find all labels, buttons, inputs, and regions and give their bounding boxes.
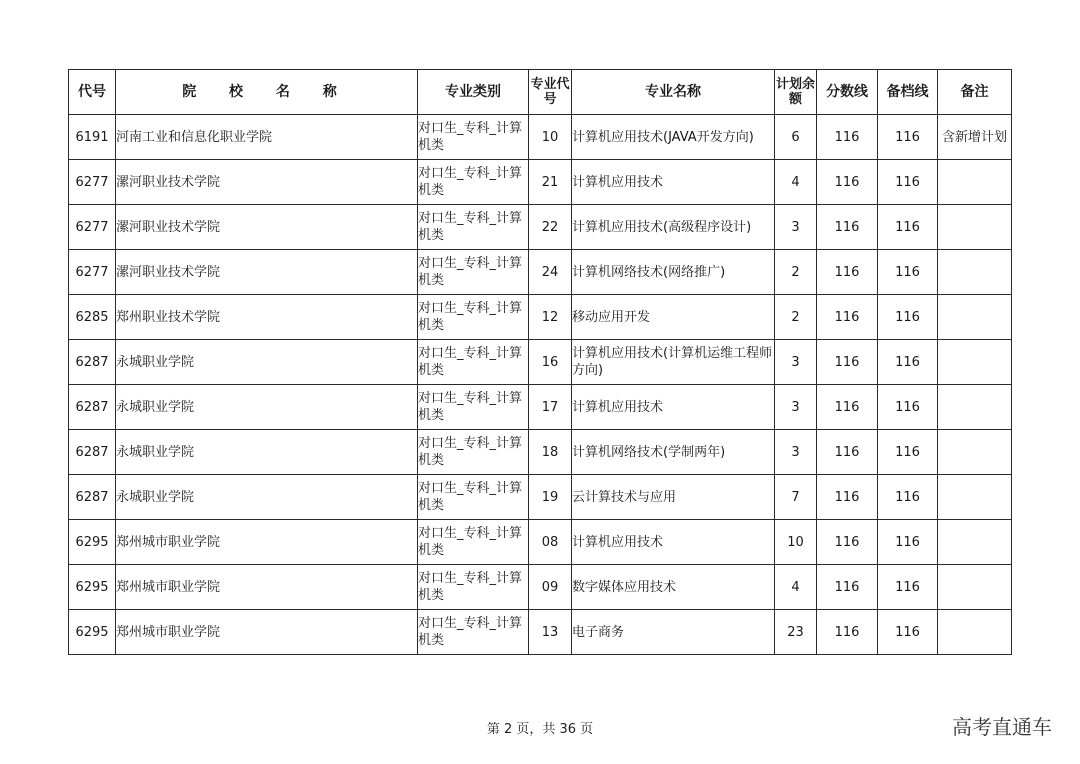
cell-remaining: 2 [775, 250, 817, 295]
cell-major-code: 16 [529, 340, 572, 385]
cell-major-code: 22 [529, 205, 572, 250]
cell-note [938, 565, 1012, 610]
header-major-code: 专业代号 [529, 70, 572, 115]
cell-score: 116 [817, 250, 878, 295]
cell-remaining: 23 [775, 610, 817, 655]
header-major-name: 专业名称 [572, 70, 775, 115]
cell-remaining: 3 [775, 430, 817, 475]
cell-code: 6277 [69, 250, 116, 295]
cell-backup: 116 [878, 385, 938, 430]
cell-school: 郑州城市职业学院 [116, 610, 418, 655]
cell-note: 含新增计划 [938, 115, 1012, 160]
table-row [69, 295, 1012, 340]
cell-note [938, 250, 1012, 295]
header-school [116, 70, 418, 115]
cell-score: 116 [817, 205, 878, 250]
cell-remaining: 3 [775, 385, 817, 430]
cell-code: 6287 [69, 430, 116, 475]
cell-major-name: 云计算技术与应用 [572, 475, 775, 520]
cell-major-name: 电子商务 [572, 610, 775, 655]
table-row [69, 250, 1012, 295]
cell-remaining: 4 [775, 160, 817, 205]
cell-code: 6191 [69, 115, 116, 160]
cell-major-name: 计算机应用技术(高级程序设计) [572, 205, 775, 250]
table-row [69, 610, 1012, 655]
cell-code: 6277 [69, 205, 116, 250]
cell-remaining: 4 [775, 565, 817, 610]
cell-note [938, 160, 1012, 205]
cell-school: 漯河职业技术学院 [116, 205, 418, 250]
cell-category: 对口生_专科_计算机类 [418, 565, 529, 610]
cell-category: 对口生_专科_计算机类 [418, 205, 529, 250]
cell-category: 对口生_专科_计算机类 [418, 430, 529, 475]
cell-score: 116 [817, 340, 878, 385]
cell-remaining: 6 [775, 115, 817, 160]
cell-score: 116 [817, 295, 878, 340]
cell-category: 对口生_专科_计算机类 [418, 385, 529, 430]
table-row [69, 520, 1012, 565]
cell-backup: 116 [878, 295, 938, 340]
cell-score: 116 [817, 385, 878, 430]
cell-major-name: 计算机网络技术(网络推广) [572, 250, 775, 295]
cell-major-name: 计算机网络技术(学制两年) [572, 430, 775, 475]
cell-category: 对口生_专科_计算机类 [418, 340, 529, 385]
cell-school: 永城职业学院 [116, 475, 418, 520]
cell-note [938, 295, 1012, 340]
cell-major-code: 17 [529, 385, 572, 430]
cell-remaining: 3 [775, 340, 817, 385]
cell-major-code: 18 [529, 430, 572, 475]
cell-remaining: 10 [775, 520, 817, 565]
cell-backup: 116 [878, 520, 938, 565]
cell-score: 116 [817, 430, 878, 475]
cell-school: 郑州职业技术学院 [116, 295, 418, 340]
cell-major-name: 计算机应用技术(JAVA开发方向) [572, 115, 775, 160]
cell-major-code: 24 [529, 250, 572, 295]
cell-remaining: 7 [775, 475, 817, 520]
header-row [69, 70, 1012, 115]
cell-backup: 116 [878, 205, 938, 250]
cell-code: 6287 [69, 340, 116, 385]
cell-category: 对口生_专科_计算机类 [418, 115, 529, 160]
table-row [69, 160, 1012, 205]
cell-major-name: 计算机应用技术(计算机运维工程师方向) [572, 340, 775, 385]
cell-score: 116 [817, 475, 878, 520]
table-row [69, 115, 1012, 160]
cell-backup: 116 [878, 250, 938, 295]
cell-backup: 116 [878, 430, 938, 475]
cell-score: 116 [817, 520, 878, 565]
cell-backup: 116 [878, 565, 938, 610]
cell-major-code: 08 [529, 520, 572, 565]
cell-code: 6287 [69, 385, 116, 430]
cell-remaining: 3 [775, 205, 817, 250]
cell-code: 6277 [69, 160, 116, 205]
cell-major-name: 数字媒体应用技术 [572, 565, 775, 610]
cell-score: 116 [817, 610, 878, 655]
cell-code: 6287 [69, 475, 116, 520]
cell-major-code: 09 [529, 565, 572, 610]
cell-school: 漯河职业技术学院 [116, 250, 418, 295]
cell-category: 对口生_专科_计算机类 [418, 160, 529, 205]
cell-major-name: 计算机应用技术 [572, 520, 775, 565]
cell-major-code: 10 [529, 115, 572, 160]
header-code: 代号 [69, 70, 116, 115]
cell-code: 6295 [69, 610, 116, 655]
header-note: 备注 [938, 70, 1012, 115]
header-score: 分数线 [817, 70, 878, 115]
cell-school: 永城职业学院 [116, 430, 418, 475]
cell-score: 116 [817, 565, 878, 610]
cell-school: 河南工业和信息化职业学院 [116, 115, 418, 160]
cell-note [938, 520, 1012, 565]
cell-school: 永城职业学院 [116, 340, 418, 385]
table-row [69, 205, 1012, 250]
cell-school: 郑州城市职业学院 [116, 520, 418, 565]
cell-backup: 116 [878, 160, 938, 205]
cell-major-name: 计算机应用技术 [572, 385, 775, 430]
cell-major-code: 13 [529, 610, 572, 655]
cell-code: 6295 [69, 565, 116, 610]
cell-note [938, 475, 1012, 520]
cell-category: 对口生_专科_计算机类 [418, 475, 529, 520]
cell-note [938, 205, 1012, 250]
cell-note [938, 610, 1012, 655]
cell-major-name: 计算机应用技术 [572, 160, 775, 205]
cell-category: 对口生_专科_计算机类 [418, 250, 529, 295]
cell-major-name: 移动应用开发 [572, 295, 775, 340]
cell-code: 6295 [69, 520, 116, 565]
cell-school: 漯河职业技术学院 [116, 160, 418, 205]
cell-school: 永城职业学院 [116, 385, 418, 430]
cell-note [938, 385, 1012, 430]
cell-score: 116 [817, 160, 878, 205]
cell-category: 对口生_专科_计算机类 [418, 295, 529, 340]
table-row [69, 385, 1012, 430]
cell-category: 对口生_专科_计算机类 [418, 610, 529, 655]
header-school-label: 院 校 名 称 [182, 84, 351, 100]
cell-code: 6285 [69, 295, 116, 340]
cell-major-code: 21 [529, 160, 572, 205]
table-row [69, 565, 1012, 610]
cell-backup: 116 [878, 115, 938, 160]
brand-watermark: 高考直通车 [952, 715, 1052, 739]
cell-major-code: 19 [529, 475, 572, 520]
page-number: 第 2 页，共 36 页 [486, 722, 594, 737]
cell-major-code: 12 [529, 295, 572, 340]
cell-remaining: 2 [775, 295, 817, 340]
cell-school: 郑州城市职业学院 [116, 565, 418, 610]
cell-note [938, 340, 1012, 385]
cell-score: 116 [817, 115, 878, 160]
cell-backup: 116 [878, 340, 938, 385]
table-row [69, 340, 1012, 385]
cell-note [938, 430, 1012, 475]
cell-backup: 116 [878, 610, 938, 655]
header-remaining: 计划余额 [775, 70, 817, 115]
header-backup: 备档线 [878, 70, 938, 115]
admission-table [68, 69, 1012, 655]
table-row [69, 475, 1012, 520]
table-row [69, 430, 1012, 475]
header-category: 专业类别 [418, 70, 529, 115]
table-body [69, 115, 1012, 655]
cell-category: 对口生_专科_计算机类 [418, 520, 529, 565]
cell-backup: 116 [878, 475, 938, 520]
